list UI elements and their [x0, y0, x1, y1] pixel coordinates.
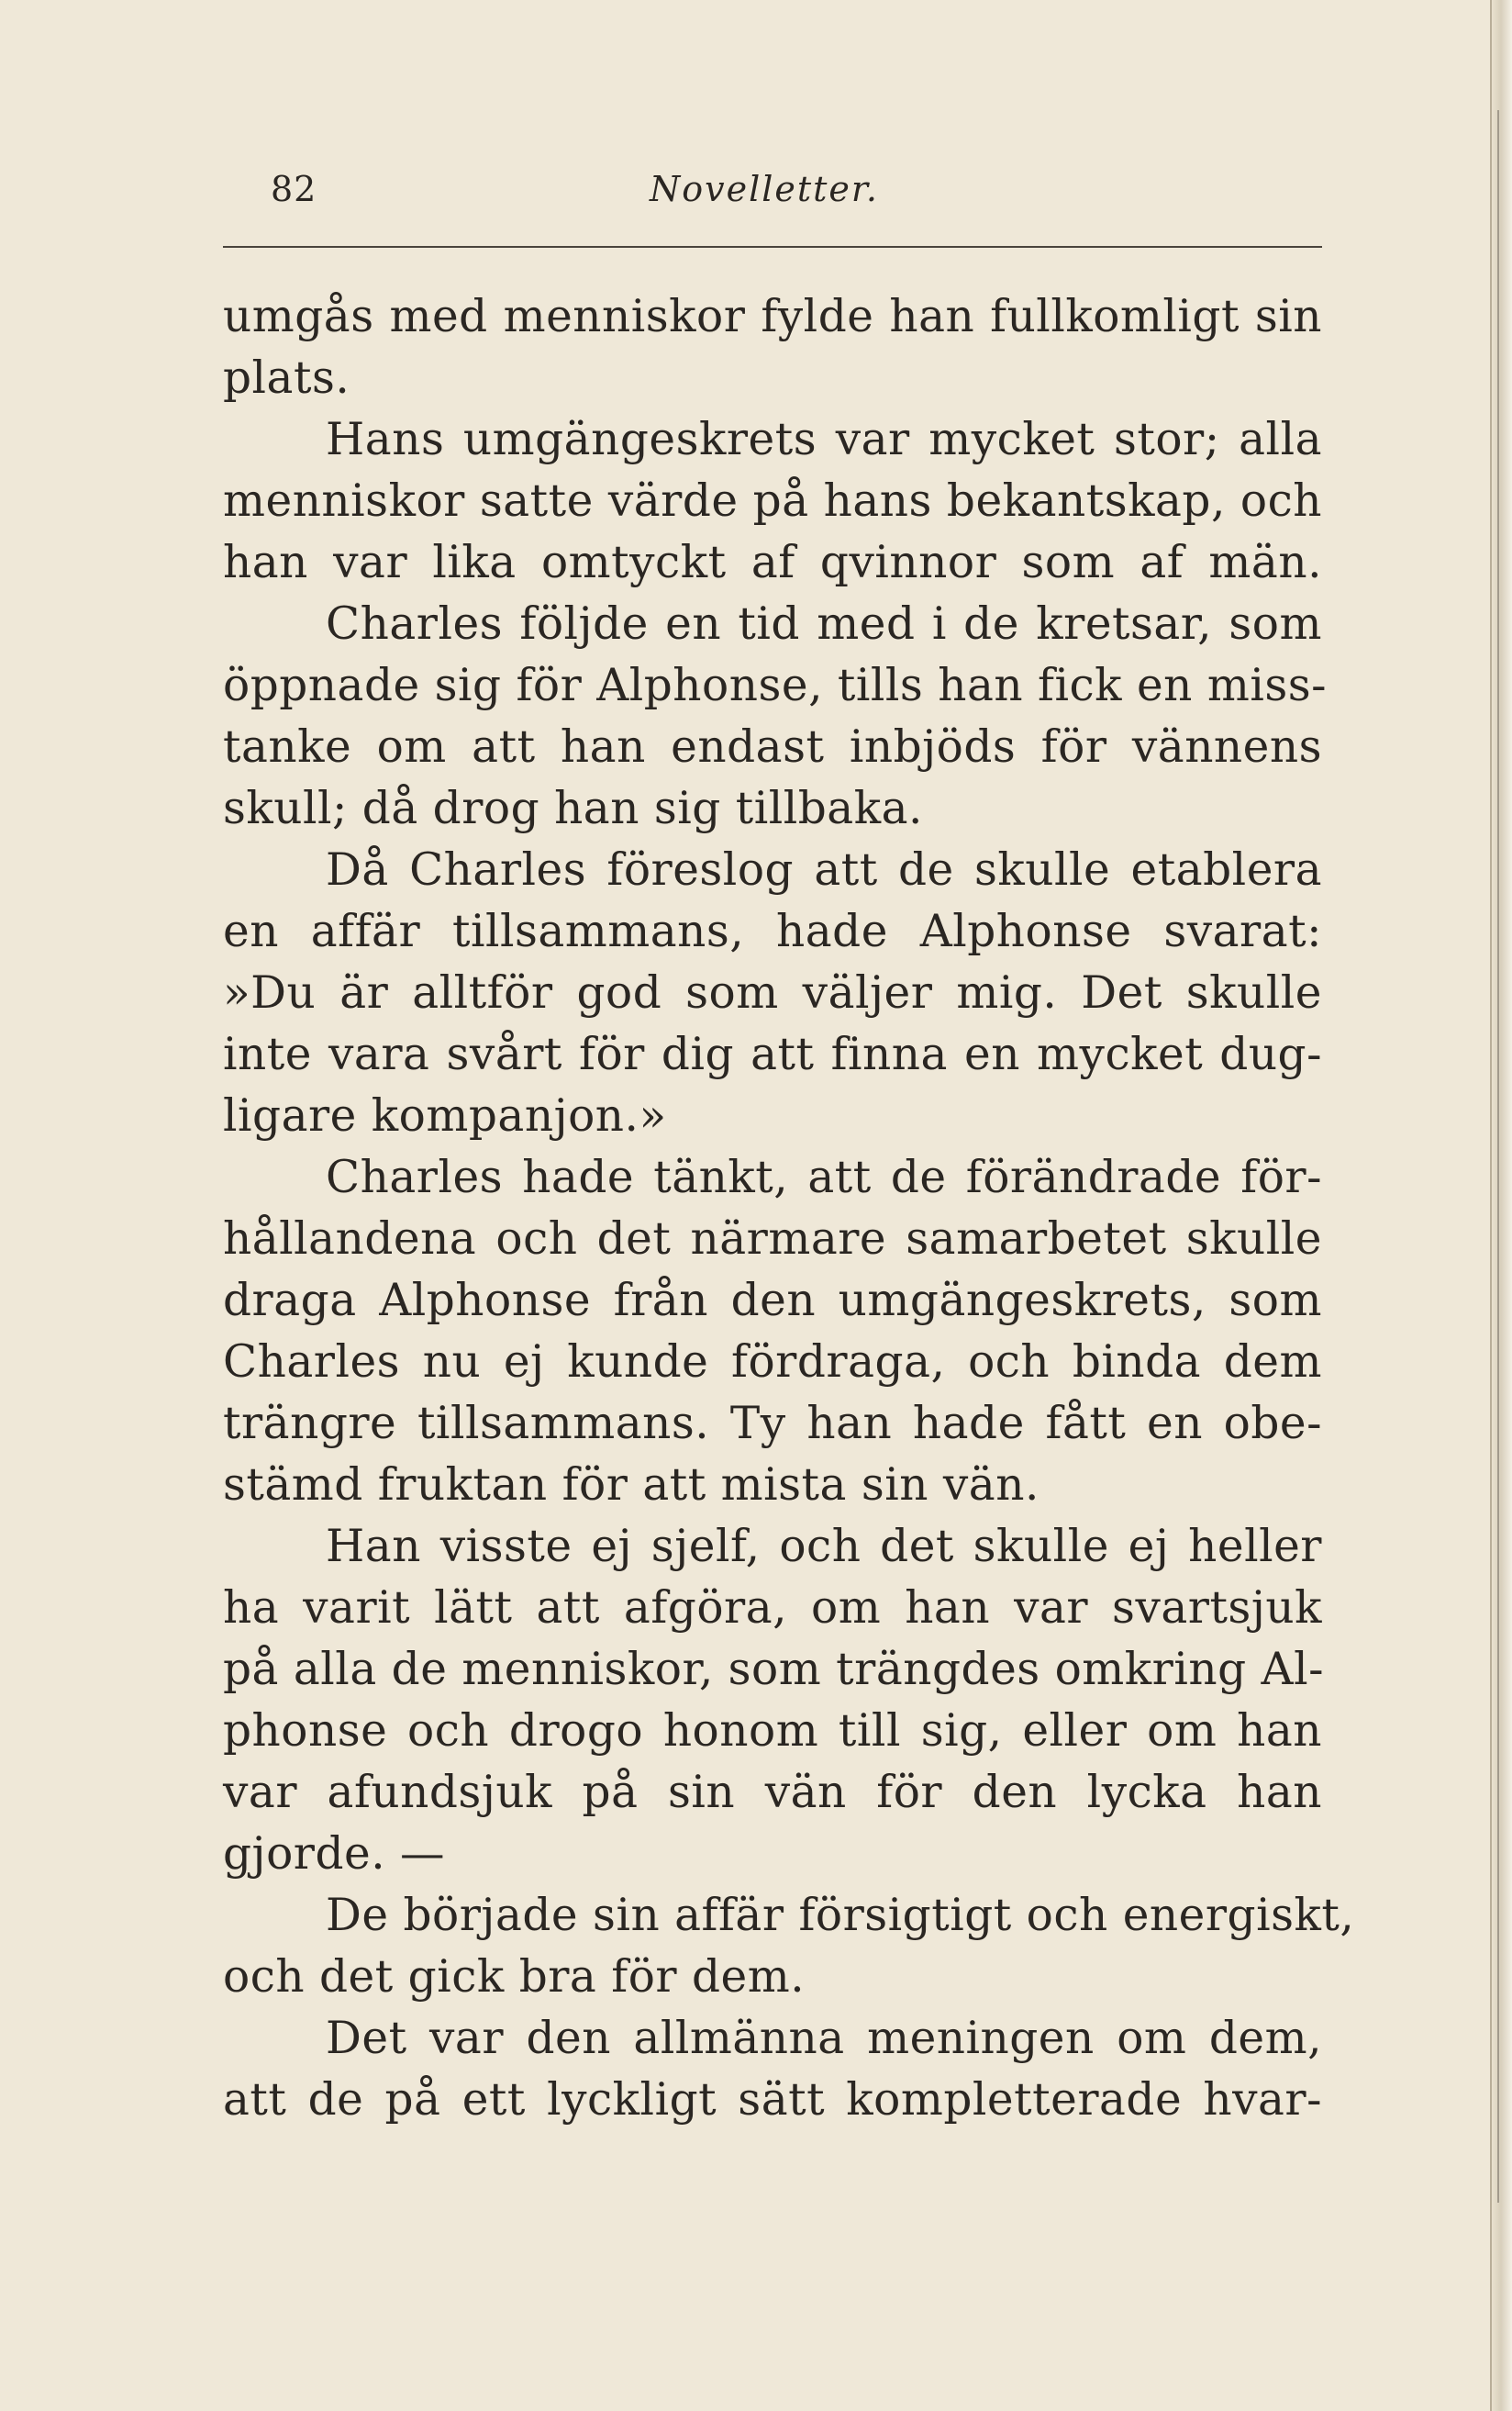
text-line: Han visste ej sjelf, och det skulle ej heller — [326, 1521, 1322, 1572]
text-line: stämd fruktan för att mista sin vän. — [223, 1459, 1040, 1511]
text-line: De började sin affär försigtigt och energiskt, — [326, 1890, 1355, 1941]
text-line: öppnade sig för Alphonse, tills han fick en miss- — [223, 660, 1327, 711]
text-line: skull; då drog han sig tillbaka. — [223, 783, 923, 834]
text-line: Charles följde en tid med i de kretsar, som — [326, 598, 1322, 650]
text-line: att de på ett lyckligt sätt kompletterade hvar- — [223, 2074, 1322, 2126]
body-text — [223, 286, 1355, 2149]
text-line: ligare kompanjon.» — [223, 1090, 667, 1142]
text-line: en affär tillsammans, hade Alphonse svarat: — [223, 906, 1322, 957]
text-line: var afundsjuk på sin vän för den lycka han — [223, 1767, 1322, 1818]
text-line: inte vara svårt för dig att finna en mycket dug- — [223, 1029, 1322, 1080]
text-line: Charles nu ej kunde fördraga, och binda dem — [223, 1336, 1322, 1388]
page-number: 82 — [271, 169, 317, 209]
running-title: Novelletter. — [650, 169, 879, 209]
text-line: tanke om att han endast inbjöds för vännens — [223, 721, 1322, 773]
text-line: Det var den allmänna meningen om dem, — [326, 2013, 1322, 2064]
text-line: phonse och drogo honom till sig, eller om han — [223, 1705, 1322, 1757]
text-line: ha varit lätt att afgöra, om han var svartsjuk — [223, 1582, 1322, 1634]
text-line: Hans umgängeskrets var mycket stor; alla — [326, 414, 1322, 465]
text-line: och det gick bra för dem. — [223, 1951, 806, 2003]
page-edge-line — [1497, 110, 1499, 2203]
text-line: han var lika omtyckt af qvinnor som af män. — [223, 537, 1322, 588]
text-line: Charles hade tänkt, att de förändrade för- — [326, 1152, 1322, 1203]
text-line: Då Charles föreslog att de skulle etablera — [326, 844, 1322, 896]
text-line: gjorde. — — [223, 1828, 446, 1880]
page-edge — [1490, 0, 1512, 2411]
text-line: draga Alphonse från den umgängeskrets, som — [223, 1275, 1322, 1326]
text-line: »Du är alltför god som väljer mig. Det skulle — [223, 967, 1322, 1019]
text-line: menniskor satte värde på hans bekantskap, och — [223, 475, 1322, 527]
header-rule — [223, 246, 1322, 248]
text-line: umgås med menniskor fylde han fullkomligt sin — [223, 291, 1322, 342]
page-header — [223, 156, 1322, 229]
text-line: hållandena och det närmare samarbetet skulle — [223, 1213, 1322, 1265]
text-line: plats. — [223, 352, 350, 404]
text-line: trängre tillsammans. Ty han hade fått en obe- — [223, 1398, 1322, 1449]
text-line: på alla de menniskor, som trängdes omkring Al- — [223, 1644, 1324, 1695]
